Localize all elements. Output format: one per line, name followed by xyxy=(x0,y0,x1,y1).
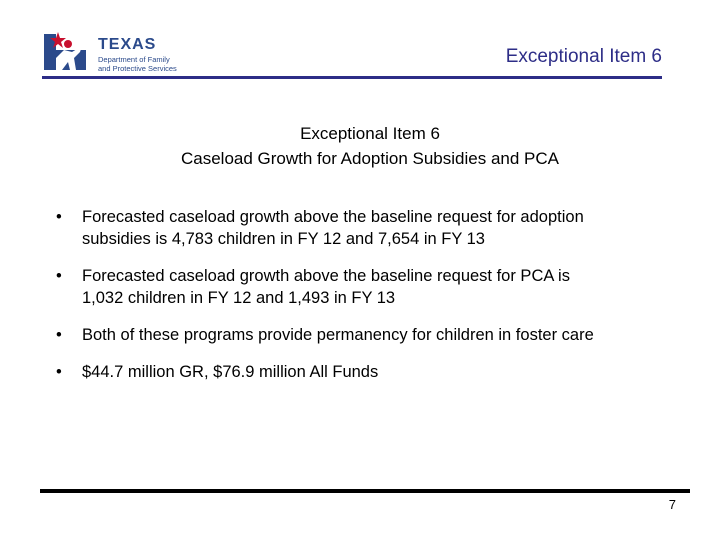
bullet-item xyxy=(54,206,674,250)
header-divider xyxy=(42,76,662,79)
logo-subtitle-line1: Department of Family xyxy=(98,55,170,64)
bullet-dot: • xyxy=(56,208,62,226)
bullet-text-line: $44.7 million GR, $76.9 million All Funds xyxy=(82,363,379,381)
texas-dfps-logo xyxy=(42,30,192,76)
bullet-text-line: subsidies is 4,783 children in FY 12 and 7,654 in FY 13 xyxy=(82,230,485,248)
bullet-text-line: Forecasted caseload growth above the baseline request for adoption xyxy=(82,208,584,226)
bullet-list xyxy=(54,206,674,398)
bullet-item xyxy=(54,324,674,346)
slide-subtitle: Caseload Growth for Adoption Subsidies and PCA xyxy=(180,149,559,168)
bullet-text-line: 1,032 children in FY 12 and 1,493 in FY 13 xyxy=(82,289,396,307)
bullet-dot: • xyxy=(56,326,62,344)
logo-subtitle-line2: and Protective Services xyxy=(98,64,177,73)
bullet-item xyxy=(54,265,674,309)
logo-title: TEXAS xyxy=(98,36,157,53)
logo-emblem-icon xyxy=(42,30,98,76)
bullet-text-line: Both of these programs provide permanency for children in foster care xyxy=(82,326,594,344)
page-number: 7 xyxy=(668,497,676,512)
bullet-text-line: Forecasted caseload growth above the baseline request for PCA is xyxy=(82,267,570,285)
bullet-dot: • xyxy=(56,363,62,381)
bullet-item xyxy=(54,361,674,383)
bullet-dot: • xyxy=(56,267,62,285)
slide-title: Exceptional Item 6 xyxy=(300,124,440,143)
header-title: Exceptional Item 6 xyxy=(505,46,662,67)
footer-divider xyxy=(40,489,690,493)
